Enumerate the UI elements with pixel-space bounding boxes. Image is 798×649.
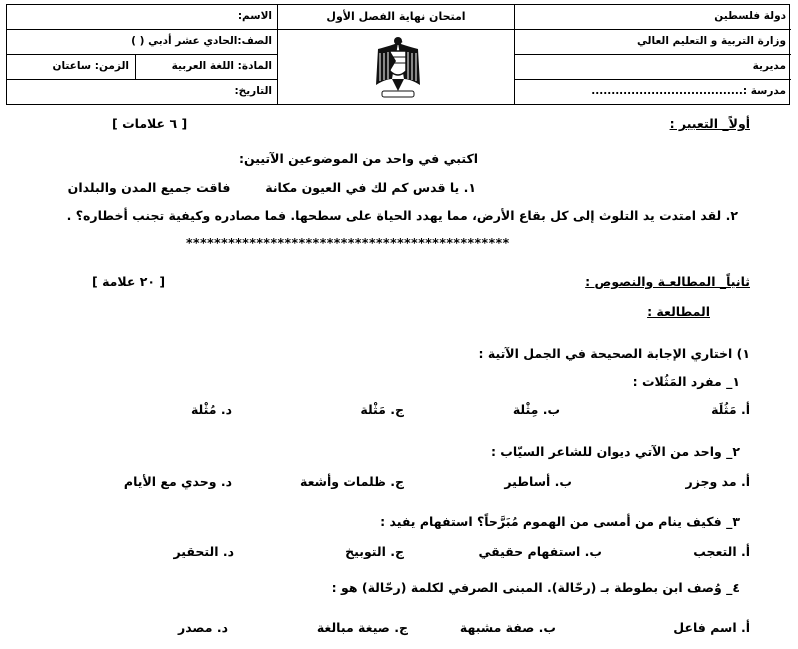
option-c: ج. التوبيخ — [345, 544, 404, 559]
option-b: ب. صفة مشبهة — [459, 620, 556, 635]
subject-time-row — [7, 55, 277, 80]
ministry-name: وزارة التربية و التعليم العالي — [515, 30, 791, 55]
question-stem: ٤_ وُصف ابن بطوطة بـ (رحّالة). المبنى الصرفي لكلمة (رحّالة) هو : — [331, 580, 740, 595]
option-a: أ. مد وجزر — [685, 474, 750, 489]
section2-marks: [ ٢٠ علامة ] — [92, 274, 166, 289]
subject-field: المادة: اللغة العربية — [171, 60, 272, 72]
essay-topic-2: ٢. لقد امتدت يد التلوث إلى كل بقاع الأرض، مما يهدد الحياة على سطحها. فما مصادره وكيفية تجنب أخطاره؟ . — [66, 208, 738, 223]
section1-marks: [ ٦ علامات ] — [112, 116, 188, 131]
option-b: ب. مِثْلة — [512, 402, 560, 417]
option-b: ب. استفهام حقيقي — [478, 544, 602, 559]
exam-title-column — [277, 5, 515, 104]
section2-title: ثانياً_ المطالعـة والنصوص : — [585, 274, 750, 289]
option-d: د. التحقير — [173, 544, 234, 559]
name-field: الاسم: — [7, 5, 277, 30]
school-field: مدرسة :...................................... — [591, 85, 786, 97]
section2-subtitle: المطالعة : — [647, 304, 710, 319]
class-field: الصف:الحادي عشر أدبي ( ) — [7, 30, 277, 55]
time-field: الزمن: ساعتان — [52, 60, 129, 72]
option-c: ج. صيغة مبالغة — [316, 620, 408, 635]
option-d: د. وحدي مع الأيام — [123, 474, 232, 489]
essay-topic-1: ١. يا قدس كم لك في العيون مكانة فاقت جميع المدن والبلدان — [67, 180, 476, 195]
option-d: د. مصدر — [178, 620, 228, 635]
question1-instruction: ١) اختاري الإجابة الصحيحة في الجمل الآتية : — [478, 346, 750, 361]
section-separator: ********************************************** — [186, 235, 510, 250]
question-stem: ١_ مفرد المَثُلات : — [632, 374, 740, 389]
directorate-field: مديرية — [515, 55, 791, 80]
option-b: ب. أساطير — [504, 474, 572, 489]
palestine-emblem-icon — [372, 35, 424, 101]
option-c: ج. مَثْلة — [360, 402, 404, 417]
option-c: ج. ظلمات وأشعة — [300, 474, 404, 489]
school-info-column — [515, 5, 791, 104]
section1-title: أولاً_ التعبير : — [669, 116, 750, 131]
exam-header-table — [6, 4, 790, 105]
student-info-column — [7, 5, 277, 104]
exam-title: امتحان نهاية الفصل الأول — [278, 5, 514, 30]
question-stem: ٢_ واحد من الآتي ديوان للشاعر السيّاب : — [490, 444, 740, 459]
option-d: د. مُثْلة — [190, 402, 232, 417]
state-name: دولة فلسطين — [515, 5, 791, 30]
section1-instruction: اكتبي في واحد من الموضوعين الآتيين: — [238, 151, 478, 166]
option-a: أ. مَثُلَة — [711, 402, 750, 417]
option-a: أ. اسم فاعل — [673, 620, 750, 635]
date-field: التاريخ: — [234, 85, 272, 97]
question-stem: ٣_ فكيف ينام من أمسى من الهموم مُبَرَّحاً؟ استفهام يفيد : — [380, 514, 740, 529]
option-a: أ. التعجب — [693, 544, 750, 559]
